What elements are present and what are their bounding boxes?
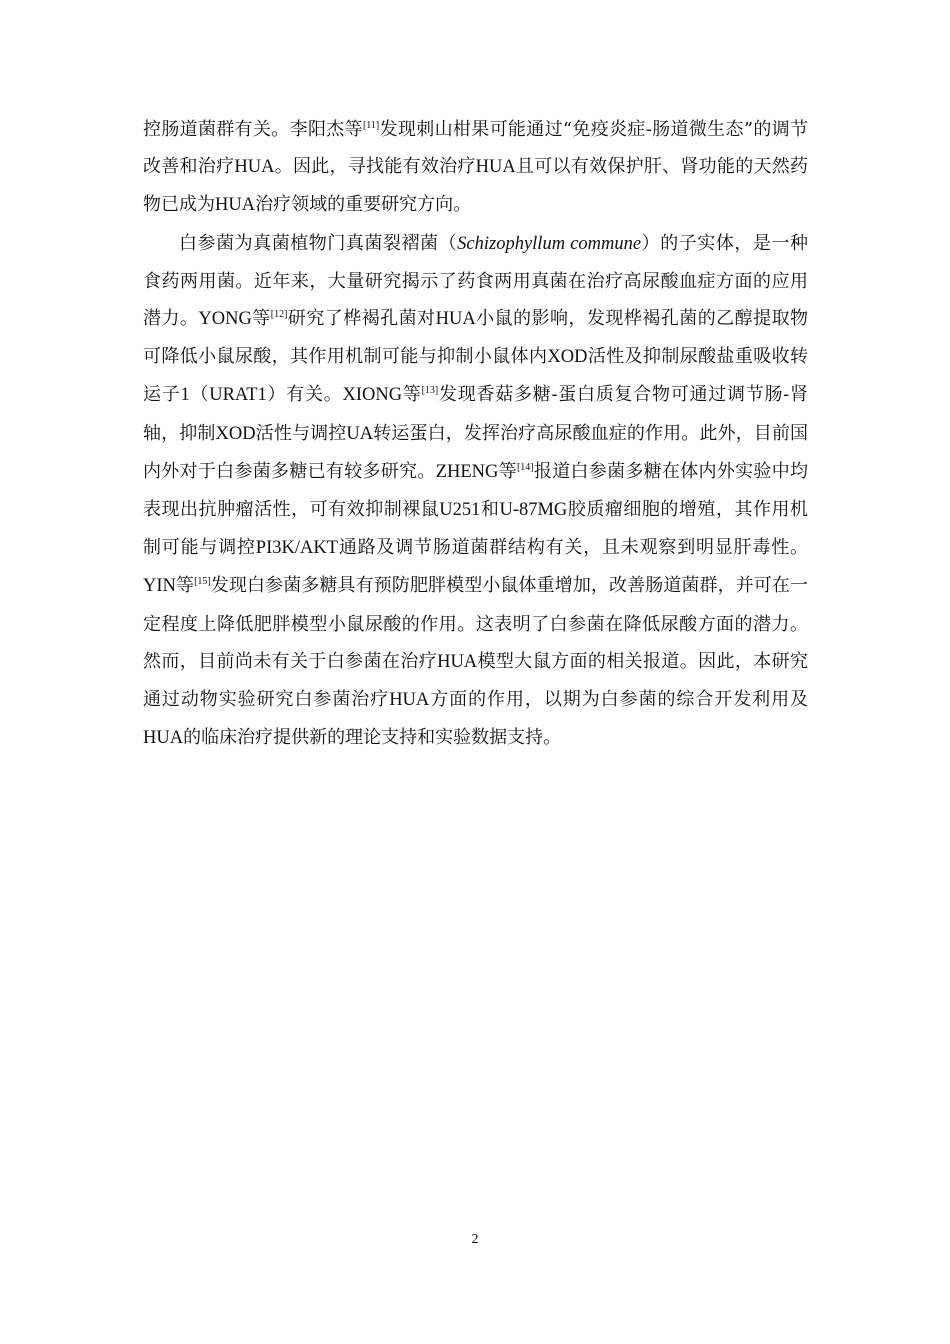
abbreviation: 1 xyxy=(180,385,190,406)
body-text xyxy=(143,111,808,757)
citation-ref: [12] xyxy=(270,309,288,321)
text-run: 的临床治疗提供新的理论支持和实验数据支持。 xyxy=(183,727,562,749)
text-run: 和 xyxy=(480,499,500,521)
author-name: XIONG xyxy=(342,385,403,406)
text-run: 白参菌为真菌植物门真菌裂褶菌（ xyxy=(179,232,458,254)
paragraph-2 xyxy=(143,225,808,758)
text-run: 治疗领域的重要研究方向。 xyxy=(255,194,472,216)
text-run: 活性与调控 xyxy=(255,422,347,444)
author-name: YONG xyxy=(198,309,252,330)
paragraph-1 xyxy=(143,111,808,225)
abbreviation: U-87MG xyxy=(499,500,568,521)
species-name: Schizophyllum commune xyxy=(457,233,642,254)
text-run: ）的子实体，是一种食药两用菌。近年来，大量研究揭示了药食两用真菌在治疗高尿酸血症方面的应用潜力。 xyxy=(143,232,809,330)
text-run: ）有关。 xyxy=(266,384,343,406)
abbreviation: HUA xyxy=(389,690,430,711)
abbreviation: UA xyxy=(346,423,374,444)
abbreviation: HUA xyxy=(435,309,476,330)
text-run: 发现刺山柑果可能通过“免疫炎症-肠道微生态”的调节改善和治疗 xyxy=(143,119,809,178)
text-run: 等 xyxy=(402,384,422,406)
text-run: 发现白参菌多糖具有预防肥胖模型小鼠体重增加，改善肠道菌群，并可在一定程度上降低肥胖模型小鼠尿酸的作用。这表明了白参菌在降低尿酸方面的潜力。然而，目前尚未有关于白参菌在治疗 xyxy=(143,575,809,672)
text-run: （ xyxy=(189,384,210,406)
text-run: 等 xyxy=(175,575,195,597)
author-name: ZHENG xyxy=(435,461,499,482)
abbreviation: HUA xyxy=(437,651,478,672)
text-run: 通路及调节肠道菌群结构有关，且未观察到明显肝毒性。 xyxy=(338,537,809,559)
text-run: 方面的作用，以期为白参菌的综合开发利用及 xyxy=(429,689,809,711)
citation-ref: [15] xyxy=(194,576,211,588)
abbreviation: XOD xyxy=(547,347,588,368)
citation-ref: [11] xyxy=(362,120,380,131)
abbreviation: U251 xyxy=(439,500,481,521)
text-run: 活性及抑制尿酸盐重吸收转运子 xyxy=(143,346,809,406)
abbreviation: XOD xyxy=(215,423,256,444)
text-run: 且可以有效保护肝、肾功能的天然药物已成为 xyxy=(143,156,809,216)
text-run: 研究了桦褐孔菌对 xyxy=(287,308,436,330)
text-run: 发现香菇多糖-蛋白质复合物可通过调节肠-肾轴，抑制 xyxy=(143,384,809,444)
text-run: 控肠道菌群有关。李阳杰等 xyxy=(143,119,363,140)
text-run: 。因此，寻找能有效治疗 xyxy=(274,156,476,178)
page-number: 2 xyxy=(471,1232,479,1247)
text-run: 小鼠的影响，发现桦褐孔菌的乙醇提取物可降低小鼠尿酸，其作用机制可能与抑制小鼠体内 xyxy=(143,308,809,368)
text-run: 等 xyxy=(498,460,517,482)
text-run: 模型大鼠方面的相关报道。因此，本研究通过动物实验研究白参菌治疗 xyxy=(143,650,809,711)
text-run: 等 xyxy=(251,308,271,330)
citation-ref: [14] xyxy=(516,461,534,473)
abbreviation: HUA xyxy=(475,157,516,178)
abbreviation: HUA xyxy=(143,728,184,749)
abbreviation: URAT1 xyxy=(209,385,267,406)
text-run: 报道白参菌多糖在体内外实验中均表现出抗肿瘤活性，可有效抑制裸鼠 xyxy=(143,460,809,521)
abbreviation: HUA xyxy=(234,157,275,178)
text-run: 转运蛋白，发挥治疗高尿酸血症的作用。此外，目前国内外对于白参菌多糖已有较多研究。 xyxy=(143,422,809,482)
text-run: 胶质瘤细胞的增殖，其作用机制可能与调控 xyxy=(143,499,809,559)
abbreviation: HUA xyxy=(215,195,256,216)
author-name: YIN xyxy=(143,576,176,597)
citation-ref: [13] xyxy=(421,385,439,397)
abbreviation: PI3K/AKT xyxy=(255,538,339,559)
